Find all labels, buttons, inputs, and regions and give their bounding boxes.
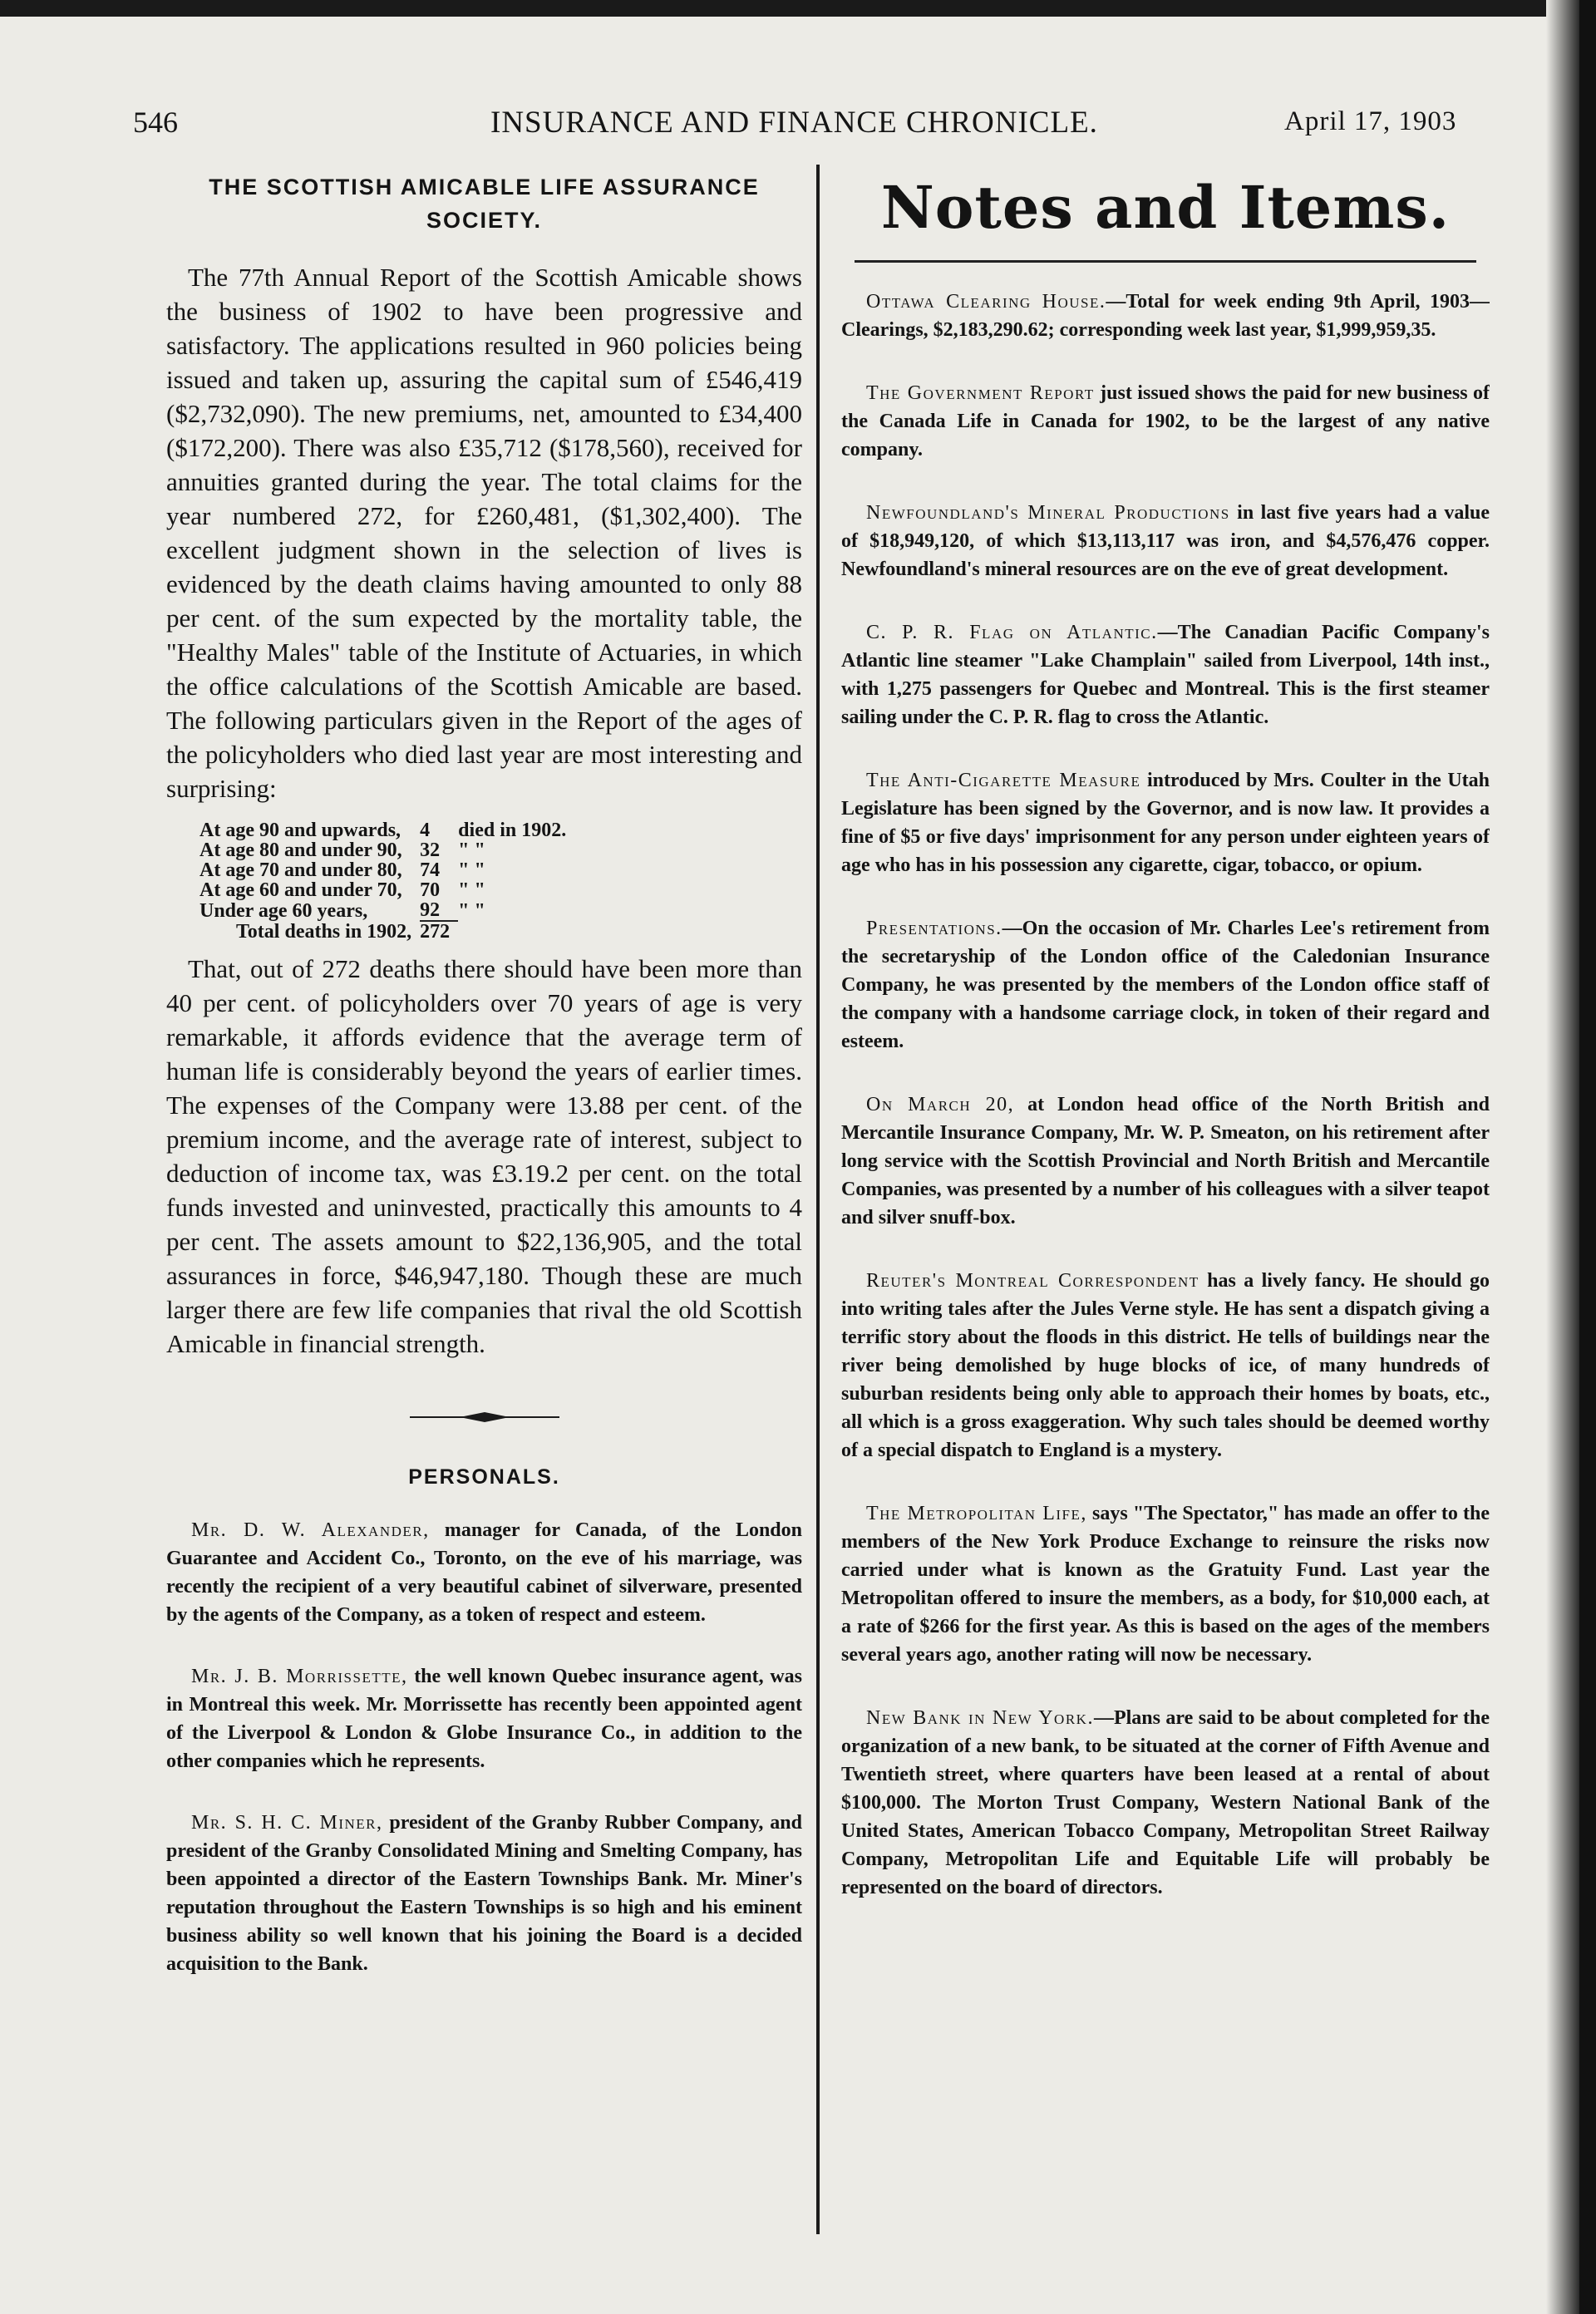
- news-item: [841, 288, 1490, 344]
- news-item: [841, 1267, 1490, 1465]
- column-divider: [816, 165, 820, 2234]
- news-item: [841, 1091, 1490, 1232]
- table-cell: 92: [420, 899, 441, 921]
- news-item: [841, 1499, 1490, 1669]
- item-text: says "The Spectator," has made an offer to the members of the New York Produce Exchange to reinsure the risks now carried under what is known as the Gratuity Fund. Last year the Metropolitan offered to insure the members, as a body, for $10,000 each, at a rate of $266 for the first year. As this is based on the ages of the members several years ago, another rating will now be necessary.: [841, 1503, 1490, 1666]
- item-lead: Presentations.: [866, 918, 1002, 939]
- table-cell: At age 80 and under 90,: [200, 839, 402, 861]
- personal-text: manager for Canada, of the London Guarantee and Accident Co., Toronto, on the eve of his marriage, was recently the recipient of a very beautiful cabinet of silverware, presented by the agents of the Company, as a token of respect and esteem.: [166, 1519, 802, 1626]
- item-text: —Plans are said to be about completed for the organization of a new bank, to be situated at the corner of Fifth Avenue and Twentieth street, where quarters have been leased at a rental of about $100,000. The Morton Trust Company, Western National Bank of the United States, American Tobacco Company, Metropolitan Street Railway Company, Metropolitan Life and Equitable Life will probably be represented on the board of directors.: [841, 1707, 1490, 1898]
- table-cell: 32: [420, 839, 441, 861]
- news-item: [841, 499, 1490, 583]
- article-title: THE SCOTTISH AMICABLE LIFE ASSURANCE SOCIETY.: [209, 175, 760, 233]
- table-cell: " ": [458, 839, 485, 861]
- personal-text: president of the Granby Rubber Company, and president of the Granby Consolidated Mining and Smelting Company, has been appointed a director of the Eastern Townships Bank. Mr. Miner's reputation throughout the Eastern Townships is so high and his eminent business ability so well known that his joining the Board is a decided acquisition to the Bank.: [166, 1812, 802, 1975]
- item-text: —On the occasion of Mr. Charles Lee's retirement from the secretaryship of the London office of the Caledonian Insurance Company, he was presented by the members of the London office staff of the company with a handsome carriage clock, in token of their regard and esteem.: [841, 918, 1490, 1052]
- item-text: introduced by Mrs. Coulter in the Utah Legislature has been signed by the Governor, and is now law. It provides a fine of $5 or five days' imprisonment for any person under eighteen years of age who has in his possession any cigarette, cigar, tobacco, or opium.: [841, 770, 1490, 876]
- ages-table: [200, 820, 574, 942]
- news-item: [841, 914, 1490, 1056]
- table-row: [200, 820, 574, 840]
- personal-item: [166, 1662, 802, 1775]
- news-item: [841, 618, 1490, 731]
- article-paragraph: That, out of 272 deaths there should have been more than 40 per cent. of policyholders over 70 years of age is very remarkable, it affords evidence that the average term of human life is considerably beyond the years of earlier times. The expenses of the Company were 13.88 per cent. of the premium income, and the average rate of interest, subject to deduction of income tax, was £3.19.2 per cent. on the total funds invested and uninvested, practically this amounts to 4 per cent. The assets amount to $22,136,905, and the total assurances in force, $46,947,180. Though these are much larger there are few life companies that rival the old Scottish Amicable in financial strength.: [166, 954, 802, 1358]
- table-cell: 4: [420, 820, 431, 841]
- news-item: [841, 1704, 1490, 1902]
- total-value: 272: [420, 921, 458, 942]
- publication-title: INSURANCE AND FINANCE CHRONICLE.: [490, 106, 1098, 140]
- article-paragraph: The 77th Annual Report of the Scottish Amicable shows the business of 1902 to have been progressive and satisfactory. The applications resulted in 960 policies being issued and taken up, assuring the capital sum of £546,419 ($2,732,090). The new premiums, net, amounted to £34,400 ($172,200). There was also £35,712 ($178,560), received for annuities granted during the year. The total claims for the year numbered 272, for £260,481, ($1,302,400). The excellent judgment shown in the selection of lives is evidenced by the death claims having amounted to only 88 per cent. of the sum expected by the mortality table, the "Healthy Males" table of the Institute of Actuaries, in which the office calculations of the Scottish Amicable are based. The following particulars given in the Report of the ages of the policyholders who died last year are most interesting and surprising:: [166, 263, 802, 803]
- table-cell: 70: [420, 879, 441, 901]
- issue-date: April 17, 1903: [1284, 106, 1457, 136]
- personal-name: Mr. J. B. Morrissette,: [191, 1666, 408, 1687]
- personal-name: Mr. D. W. Alexander,: [191, 1519, 430, 1541]
- table-row: [200, 840, 574, 860]
- heading-rule: [855, 260, 1476, 263]
- table-cell: At age 70 and under 80,: [200, 859, 402, 881]
- total-label: Total deaths in 1902,: [236, 920, 412, 943]
- item-lead: The Government Report: [866, 382, 1095, 404]
- table-cell: At age 60 and under 70,: [200, 879, 402, 901]
- news-item: [841, 766, 1490, 879]
- item-lead: On March 20,: [866, 1094, 1015, 1115]
- left-column: [166, 170, 802, 2232]
- personal-text: the well known Quebec insurance agent, was in Montreal this week. Mr. Morrissette has recently been appointed agent of the Liverpool & London & Globe Insurance Co., in addition to the other companies which he represents.: [166, 1666, 802, 1772]
- table-cell: " ": [458, 899, 485, 922]
- table-cell: Under age 60 years,: [200, 899, 368, 922]
- table-total-row: [200, 921, 574, 942]
- table-cell: At age 90 and upwards,: [200, 820, 401, 841]
- item-text: at London head office of the North British and Mercantile Insurance Company, Mr. W. P. Smeaton, on his retirement after long service with the Scottish Provincial and North British and Mercantile Companies, was presented by a number of his colleagues with a silver teapot and silver snuff-box.: [841, 1094, 1490, 1228]
- item-text: —The Canadian Pacific Company's Atlantic line steamer "Lake Champlain" sailed from Liverpool, 14th inst., with 1,275 passengers for Quebec and Montreal. This is the first steamer sailing under the C. P. R. flag to cross the Atlantic.: [841, 622, 1490, 728]
- item-text: —Total for week ending 9th April, 1903—Clearings, $2,183,290.62; corresponding week last year, $1,999,959,35.: [841, 291, 1490, 341]
- table-row: [200, 880, 574, 900]
- personal-name: Mr. S. H. C. Miner,: [191, 1812, 383, 1834]
- ornament-divider: [166, 1402, 802, 1430]
- item-lead: Ottawa Clearing House.: [866, 291, 1106, 313]
- table-cell: " ": [458, 879, 485, 901]
- table-cell: 74: [420, 859, 441, 881]
- news-item: [841, 379, 1490, 464]
- table-cell: " ": [458, 859, 485, 881]
- personal-item: [166, 1516, 802, 1629]
- item-text: has a lively fancy. He should go into writing tales after the Jules Verne style. He has sent a dispatch giving a terrific story about the floods in this district. He tells of buildings near the river being demolished by huge blocks of ice, of many hundreds of suburban residents being only able to approach their homes by boats, etc., all which is a gross exaggeration. Why such tales should be deemed worthy of a special dispatch to England is a mystery.: [841, 1270, 1490, 1461]
- page-header: [133, 98, 1463, 148]
- item-lead: Reuter's Montreal Correspondent: [866, 1270, 1199, 1292]
- page-number: 546: [133, 106, 178, 139]
- table-row: [200, 900, 574, 921]
- item-lead: C. P. R. Flag on Atlantic.: [866, 622, 1158, 643]
- item-lead: New Bank in New York.: [866, 1707, 1094, 1729]
- ornament-icon: [410, 1411, 559, 1424]
- item-lead: The Metropolitan Life,: [866, 1503, 1087, 1524]
- right-column: [841, 170, 1490, 2232]
- table-row: [200, 860, 574, 880]
- notes-heading: Notes and Items.: [880, 173, 1451, 242]
- personals-heading: PERSONALS.: [408, 1465, 560, 1489]
- personal-item: [166, 1809, 802, 1978]
- item-lead: The Anti-Cigarette Measure: [866, 770, 1141, 791]
- item-text: in last five years had a value of $18,949,120, of which $13,113,117 was iron, and $4,576,476 copper. Newfoundland's mineral resources are on the eve of great development.: [841, 502, 1490, 580]
- item-text: just issued shows the paid for new business of the Canada Life in Canada for 1902, to be the largest of any native company.: [841, 382, 1490, 460]
- item-lead: Newfoundland's Mineral Productions: [866, 502, 1230, 524]
- table-cell: died in 1902.: [458, 820, 567, 841]
